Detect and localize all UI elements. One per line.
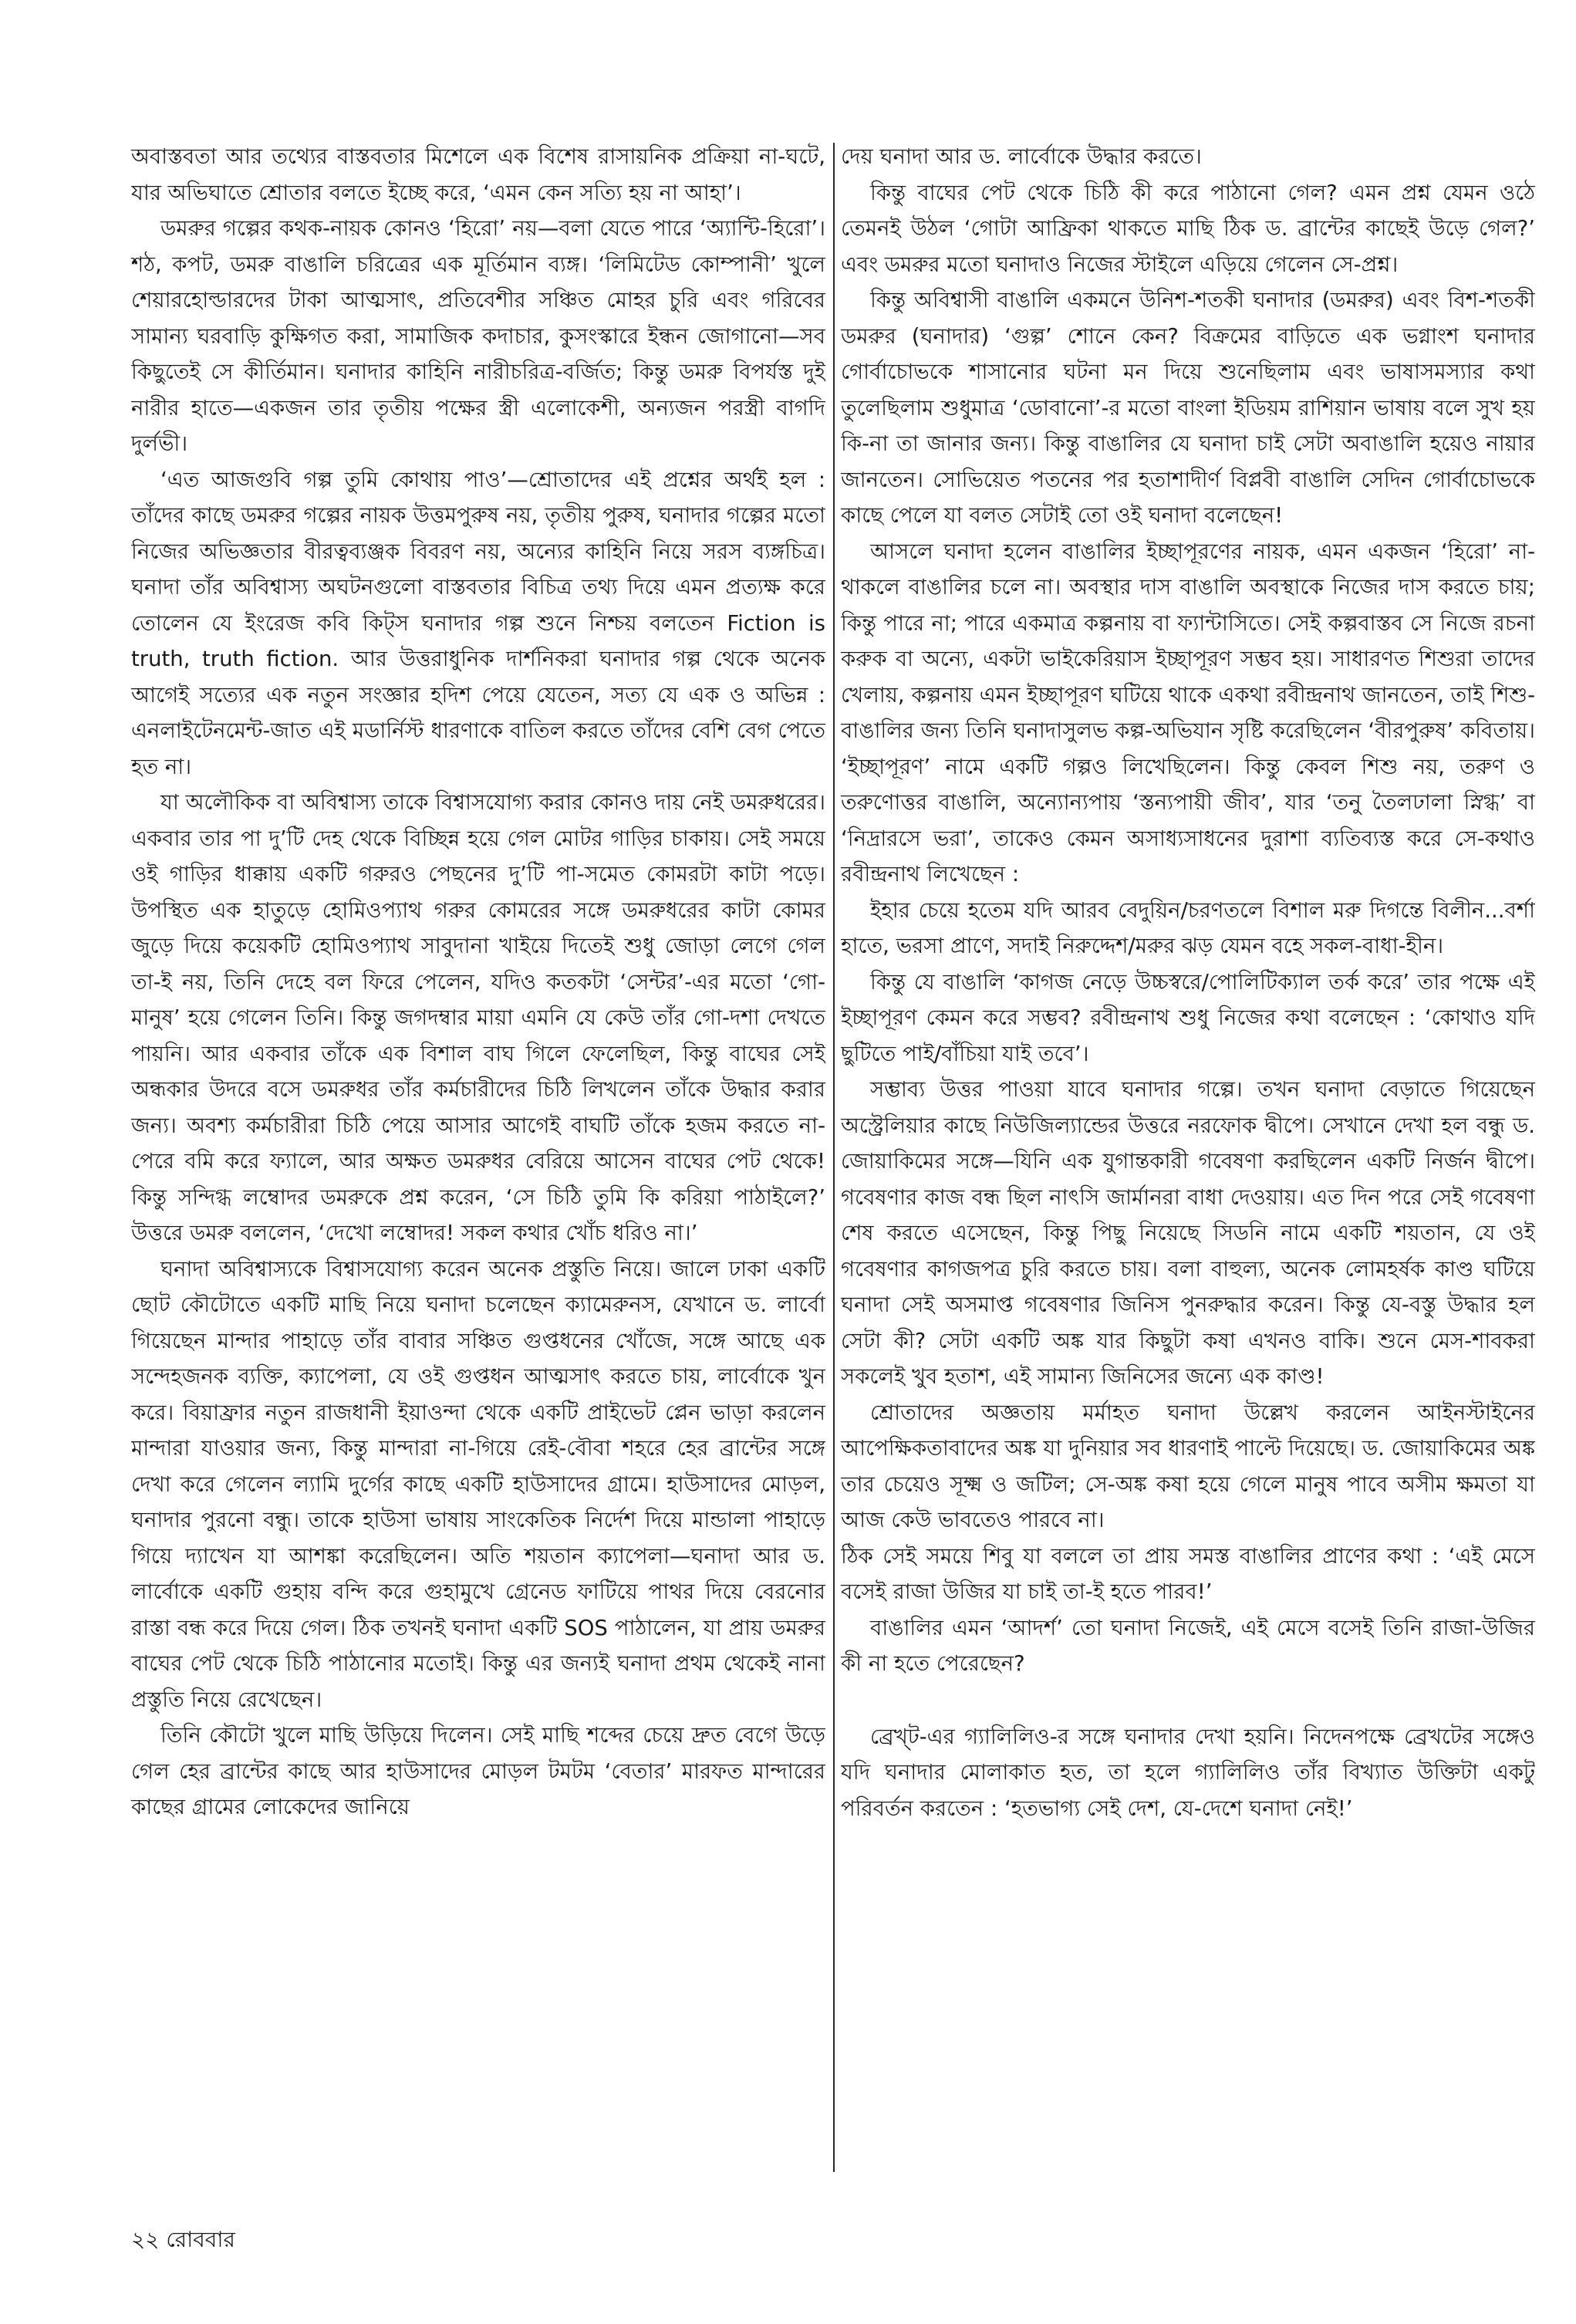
paragraph: কিন্তু বাঘের পেট থেকে চিঠি কী করে পাঠানো গেল? এমন প্রশ্ন যেমন ওঠে তেমনই উঠল ‘গোটা আফ্রিকা থাকতে মাছি ঠিক ড. ব্রান্টের কাছেই উড়ে গেল?’ এবং ডমরুর মতো ঘনাদাও নিজের স্টাইলে এড়িয়ে গেলেন সে-প্রশ্ন। — [841, 180, 1535, 277]
poem-quote: ইহার চেয়ে হতেম যদি আরব বেদুয়িন/চরণতলে বিশাল মরু দিগন্তে বিলীন...বর্শা হাতে, ভরসা প্রাণে, সদাই নিরুদ্দেশ/মরুর ঝড় যেমন বহে সকল-বাধা-হীন। — [841, 897, 1535, 958]
paragraph: যা অলৌকিক বা অবিশ্বাস্য তাকে বিশ্বাসযোগ্য করার কোনও দায় নেই ডমরুধরের। একবার তার পা দু’টি দেহ থেকে বিচ্ছিন্ন হয়ে গেল মোটর গাড়ির চাকায়। সেই সময়ে ওই গাড়ির ধাক্কায় একটি গরুরও পেছনের দু’টি পা-সমেত কোমরটা কাটা পড়ে। উপস্থিত এক হাতুড়ে হোমিওপ্যাথ গরুর কোমরের সঙ্গে ডমরুধরের কাটা কোমর জুড়ে দিয়ে কয়েকটি হোমিওপ্যাথ সাবুদানা খাইয়ে দিতেই শুধু জোড়া লেগে গেল তা-ই নয়, তিনি দেহে বল ফিরে পেলেন, যদিও কতকটা ‘সেন্টর’-এর মতো ‘গো-মানুষ’ হয়ে গেলেন তিনি। কিন্তু জগদম্বার মায়া এমনি যে কেউ তাঁর গো-দশা দেখতে পায়নি। আর একবার তাঁকে এক বিশাল বাঘ গিলে ফেলেছিল, কিন্তু বাঘের সেই অন্ধকার উদরে বসে ডমরুধর তাঁর কর্মচারীদের চিঠি লিখলেন তাঁকে উদ্ধার করার জন্য। অবশ্য কর্মচারীরা চিঠি পেয়ে আসার আগেই বাঘটি তাঁকে হজম করতে না-পেরে বমি করে ফ্যালে, আর অক্ষত ডমরুধর বেরিয়ে আসেন বাঘের পেট থেকে! কিন্তু সন্দিগ্ধ লম্বোদর ডমরুকে প্রশ্ন করেন, ‘সে চিঠি তুমি কি করিয়া পাঠাইলে?’ উত্তরে ডমরু বললেন, ‘দেখো লম্বোদর! সকল কথার খোঁচ ধরিও না।’ — [131, 790, 825, 1245]
paragraph: কিন্তু অবিশ্বাসী বাঙালি একমনে উনিশ-শতকী ঘনাদার (ডমরুর) এবং বিশ-শতকী ডমরুর (ঘনাদার) ‘গুল্প’ শোনে কেন? বিক্রমের বাড়িতে এক ভগ্নাংশ ঘনাদার গোর্বাচোভকে শাসানোর ঘটনা মন দিয়ে শুনেছিলাম এবং ভাষাসমস্যার কথা তুলেছিলাম শুধুমাত্র ‘ডোবানো’-র মতো বাংলা ইডিয়ম রাশিয়ান ভাষায় বলে সুখ হয় কি-না তা জানার জন্য। কিন্তু বাঙালির যে ঘনাদা চাই সেটা অবাঙালি হয়েও নায়ার জানতেন। সোভিয়েত পতনের পর হতাশাদীর্ণ বিপ্লবী বাঙালি সেদিন গোর্বাচোভকে কাছে পেলে যা বলত সেটাই তো ওই ঘনাদা বলেছেন! — [841, 288, 1535, 528]
column-divider — [833, 143, 835, 2172]
paragraph: শ্রোতাদের অজ্ঞতায় মর্মাহত ঘনাদা উল্লেখ করলেন আইনস্টাইনের আপেক্ষিকতাবাদের অঙ্ক যা দুনিয়ার সব ধারণাই পাল্টে দিয়েছে। ড. জোয়াকিমের অঙ্ক তার চেয়েও সূক্ষ্ম ও জটিল; সে-অঙ্ক কষা হয়ে গেলে মানুষ পাবে অসীম ক্ষমতা যা আজ কেউ ভাবতেও পারবে না। — [841, 1400, 1535, 1532]
right-column — [841, 139, 1535, 2176]
paragraph: ডমরুর গল্পের কথক-নায়ক কোনও ‘হিরো’ নয়—বলা যেতে পারে ‘অ্যান্টি-হিরো’। শঠ, কপট, ডমরু বাঙালি চরিত্রের এক মূর্তিমান ব্যঙ্গ। ‘লিমিটেড কোম্পানী’ খুলে শেয়ারহোল্ডারদের টাকা আত্মসাৎ, প্রতিবেশীর সঞ্চিত মোহর চুরি এবং গরিবের সামান্য ঘরবাড়ি কুক্ষিগত করা, সামাজিক কদাচার, কুসংস্কারে ইন্ধন জোগানো—সব কিছুতেই সে কীর্তিমান। ঘনাদার কাহিনি নারীচরিত্র-বর্জিত; কিন্তু ডমরু বিপর্যস্ত দুই নারীর হাতে—একজন তার তৃতীয় পক্ষের স্ত্রী এলোকেশী, অন্যজন পরস্ত্রী বাগদি দুর্লভী। — [131, 216, 825, 456]
paragraph: কিন্তু যে বাঙালি ‘কাগজ নেড়ে উচ্চস্বরে/পোলিটিক্যাল তর্ক করে’ তার পক্ষে এই ইচ্ছাপূরণ কেমন করে সম্ভব? রবীন্দ্রনাথ শুধু নিজের কথা বলেছেন : ‘কোথাও যদি ছুটিতে পাই/বাঁচিয়া যাই তবে’। — [841, 969, 1535, 1066]
paragraph: অবাস্তবতা আর তথ্যের বাস্তবতার মিশেলে এক বিশেষ রাসায়নিক প্রক্রিয়া না-ঘটে, যার অভিঘাতে শ্রোতার বলতে ইচ্ছে করে, ‘এমন কেন সত্যি হয় না আহা’। — [131, 144, 825, 205]
paragraph: আসলে ঘনাদা হলেন বাঙালির ইচ্ছাপূরণের নায়ক, এমন একজন ‘হিরো’ না-থাকলে বাঙালির চলে না। অবস্থার দাস বাঙালি অবস্থাকে নিজের দাস করতে চায়; কিন্তু পারে না; পারে একমাত্র কল্পনায় বা ফ্যান্টাসিতে। সেই কল্পবাস্তব সে নিজে রচনা করুক বা অন্যে, একটা ভাইকেরিয়াস ইচ্ছাপূরণ সম্ভব হয়। সাধারণত শিশুরা তাদের খেলায়, কল্পনায় এমন ইচ্ছাপূরণ ঘটিয়ে থাকে একথা রবীন্দ্রনাথ জানতেন, তাই শিশু-বাঙালির জন্য তিনি ঘনাদাসুলভ কল্প-অভিযান সৃষ্টি করেছিলেন ‘বীরপুরুষ’ কবিতায়। ‘ইচ্ছাপূরণ’ নামে একটি গল্পও লিখেছিলেন। কিন্তু কেবল শিশু নয়, তরুণ ও তরুণোত্তর বাঙালি, অন্যোন্যপায় ‘স্তন্যপায়ী জীব’, যার ‘তনু তৈলঢালা স্নিগ্ধ’ বা ‘নিদ্রারসে ভরা’, তাকেও কেমন অসাধ্যসাধনের দুরাশা ব্যতিব্যস্ত করে সে-কথাও রবীন্দ্রনাথ লিখেছেন : — [841, 539, 1535, 887]
magazine-name: রোববার — [166, 2227, 235, 2252]
paragraph: বাঙালির এমন ‘আদর্শ’ তো ঘনাদা নিজেই, এই মেসে বসেই তিনি রাজা-উজির কী না হতে পেরেছেন? — [841, 1615, 1535, 1676]
page-number: ২২ — [131, 2227, 160, 2252]
paragraph: ঘনাদা অবিশ্বাস্যকে বিশ্বাসযোগ্য করেন অনেক প্রস্তুতি নিয়ে। জালে ঢাকা একটি ছোট কৌটোতে একটি মাছি নিয়ে ঘনাদা চলেছেন ক্যামেরুনস, যেখানে ড. লার্বো গিয়েছেন মান্দার পাহাড়ে তাঁর বাবার সঞ্চিত গুপ্তধনের খোঁজে, সঙ্গে আছে এক সন্দেহজনক ব্যক্তি, ক্যাপেলা, যে ওই গুপ্তধন আত্মসাৎ করতে চায়, লার্বোকে খুন করে। বিয়াফ্রার নতুন রাজধানী ইয়াওন্দা থেকে একটি প্রাইভেট প্লেন ভাড়া করলেন মান্দারা যাওয়ার জন্য, কিন্তু মান্দারা না-গিয়ে রেই-বৌবা শহরে হের ব্রান্টের সঙ্গে দেখা করে গেলেন ল্যামি দুর্গের কাছে একটি হাউসাদের গ্রামে। হাউসাদের মোড়ল, ঘনাদার পুরনো বন্ধু। তাকে হাউসা ভাষায় সাংকেতিক নির্দেশ দিয়ে মান্ডালা পাহাড়ে গিয়ে দ্যাখেন যা আশঙ্কা করেছিলেন। অতি শয়তান ক্যাপেলা—ঘনাদা আর ড. লার্বোকে একটি গুহায় বন্দি করে গুহামুখে গ্রেনেড ফাটিয়ে পাথর দিয়ে বেরনোর রাস্তা বন্ধ করে দিয়ে গেল। ঠিক তখনই ঘনাদা একটি SOS পাঠালেন, যা প্রায় ডমরুর বাঘের পেট থেকে চিঠি পাঠানোর মতোই। কিন্তু এর জন্যই ঘনাদা প্রথম থেকেই নানা প্রস্তুতি নিয়ে রেখেছেন। — [131, 1256, 825, 1712]
closing-paragraph: ব্রেখ্‌ট-এর গ্যালিলিও-র সঙ্গে ঘনাদার দেখা হয়নি। নিদেনপক্ষে ব্রেখটের সঙ্গেও যদি ঘনাদার মোলাকাত হত, তা হলে গ্যালিলিও তাঁর বিখ্যাত উক্তিটা একটু পরিবর্তন করতেন : ‘হতভাগ্য সেই দেশ, যে-দেশে ঘনাদা নেই!’ — [841, 1724, 1535, 1821]
paragraph: সম্ভাব্য উত্তর পাওয়া যাবে ঘনাদার গল্পে। তখন ঘনাদা বেড়াতে গিয়েছেন অস্ট্রেলিয়ার কাছে নিউজিল্যান্ডের উত্তরে নরফোক দ্বীপে। সেখানে দেখা হল বন্ধু ড. জোয়াকিমের সঙ্গে—যিনি এক যুগান্তকারী গবেষণা করছিলেন একটি নির্জন দ্বীপে। গবেষণার কাজ বন্ধ ছিল নাৎসি জার্মানরা বাধা দেওয়ায়। এত দিন পরে সেই গবেষণা শেষ করতে এসেছেন, কিন্তু পিছু নিয়েছে সিডনি নামে একটি শয়তান, যে ওই গবেষণার কাগজপত্র চুরি করতে চায়। বলা বাহুল্য, অনেক লোমহর্ষক কাণ্ড ঘটিয়ে ঘনাদা সেই অসমাপ্ত গবেষণার জিনিস পুনরুদ্ধার করেন। কিন্তু যে-বস্তু উদ্ধার হল সেটা কী? সেটা একটি অঙ্ক যার কিছুটা কষা এখনও বাকি। শুনে মেস-শাবকরা সকলেই খুব হতাশ, এই সামান্য জিনিসের জন্যে এক কাণ্ড! — [841, 1077, 1535, 1389]
paragraph: ঠিক সেই সময়ে শিবু যা বললে তা প্রায় সমস্ত বাঙালির প্রাণের কথা : ‘এই মেসে বসেই রাজা উজির যা চাই তা-ই হতে পারব!’ — [841, 1543, 1535, 1604]
page-footer — [131, 2226, 235, 2254]
left-column — [131, 139, 825, 2176]
paragraph: তিনি কৌটো খুলে মাছি উড়িয়ে দিলেন। সেই মাছি শব্দের চেয়ে দ্রুত বেগে উড়ে গেল হের ব্রান্টের কাছে আর হাউসাদের মোড়ল টমটম ‘বেতার’ মারফত মান্দারের কাছের গ্রামের লোকেদের জানিয়ে — [131, 1723, 825, 1819]
paragraph: ‘এত আজগুবি গল্প তুমি কোথায় পাও’—শ্রোতাদের এই প্রশ্নের অর্থই হল : তাঁদের কাছে ডমরুর গল্পের নায়ক উত্তমপুরুষ নয়, তৃতীয় পুরুষ, ঘনাদার গল্পের মতো নিজের অভিজ্ঞতার বীরত্বব্যঞ্জক বিবরণ নয়, অন্যের কাহিনি নিয়ে সরস ব্যঙ্গচিত্র। ঘনাদা তাঁর অবিশ্বাস্য অঘটনগুলো বাস্তবতার বিচিত্র তথ্য দিয়ে এমন প্রত্যক্ষ করে তোলেন যে ইংরেজ কবি কিট্‌স ঘনাদার গল্প শুনে নিশ্চয় বলতেন Fiction is truth, truth fiction. আর উত্তরাধুনিক দার্শনিকরা ঘনাদার গল্প থেকে অনেক আগেই সত্যের এক নতুন সংজ্ঞার হদিশ পেয়ে যেতেন, সত্য যে এক ও অভিন্ন : এনলাইটেনমেন্ট-জাত এই মডার্নিস্ট ধারণাকে বাতিল করতে তাঁদের বেশি বেগ পেতে হত না। — [131, 467, 825, 779]
paragraph: দেয় ঘনাদা আর ড. লার্বোকে উদ্ধার করতে। — [841, 144, 1202, 169]
